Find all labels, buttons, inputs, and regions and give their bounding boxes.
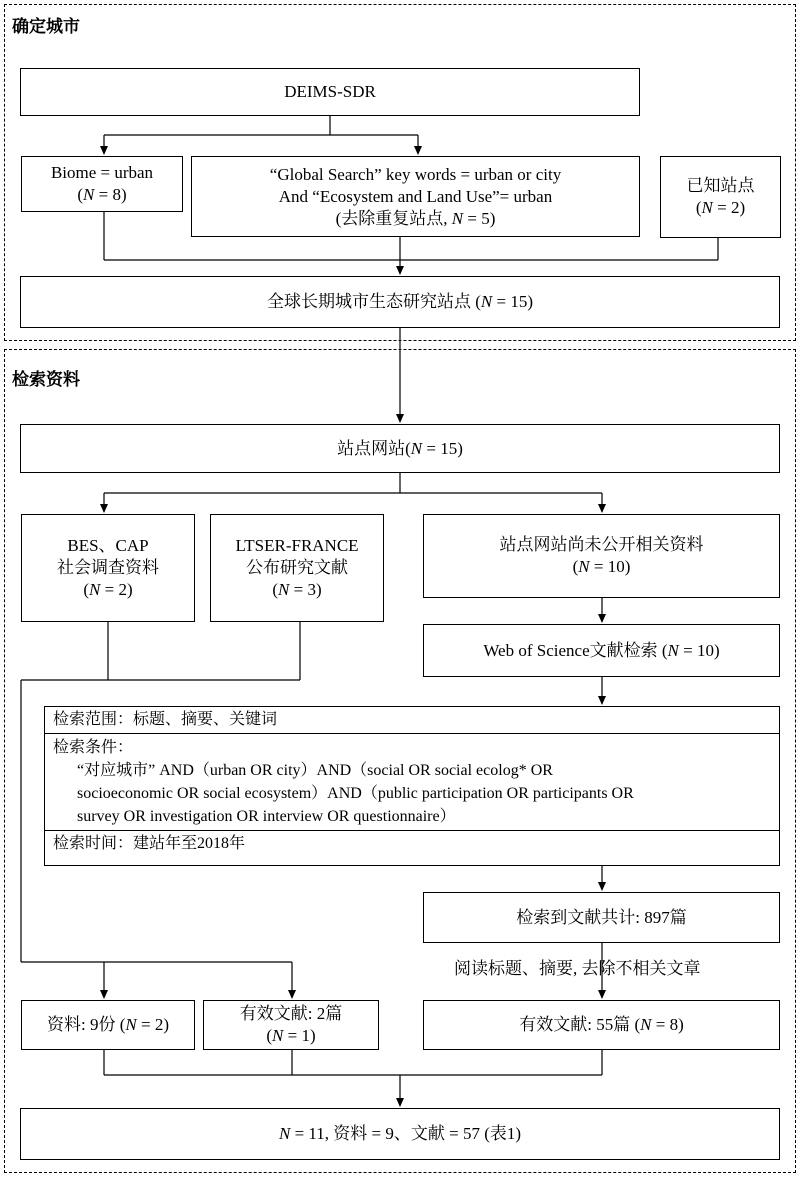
- search-conditions-line2: socioeconomic OR social ecosystem）AND（public participation OR participants OR: [77, 785, 634, 802]
- valid2-label: 有效文献: 2篇: [239, 1004, 343, 1023]
- wos-label: Web of Science文献检索 (N = 10): [483, 640, 720, 660]
- site-web-label: 站点网站(N = 15): [337, 438, 463, 458]
- ltser-count: (N = 3): [272, 580, 322, 599]
- biome-box: [21, 156, 183, 212]
- deims-sdr-label: DEIMS-SDR: [284, 82, 376, 101]
- search-conditions: [45, 733, 779, 830]
- bes-cap-box: [21, 514, 195, 622]
- filter-label: 阅读标题、摘要, 去除不相关文章: [454, 959, 701, 978]
- global-sites-box: [20, 276, 780, 328]
- deims-sdr-box: [20, 68, 640, 116]
- known-sites-label: 已知站点: [686, 176, 755, 195]
- total-label: 检索到文献共计: 897篇: [516, 907, 687, 927]
- final-label: N = 11, 资料 = 9、文献 = 57 (表1): [278, 1124, 522, 1143]
- known-sites-box: [660, 156, 781, 238]
- bes-cap-line2: 社会调查资料: [57, 558, 159, 577]
- known-sites-count: (N = 2): [695, 198, 746, 217]
- valid2-box: [203, 1000, 379, 1050]
- bes-cap-count: (N = 2): [83, 580, 133, 599]
- section-title-retrieve: 检索资料: [12, 370, 80, 390]
- total-box: [423, 892, 780, 943]
- global-search-line1: “Global Search” key words = urban or city: [269, 164, 562, 184]
- bes-cap-line1: BES、CAP: [67, 536, 149, 555]
- biome-count: (N = 8): [77, 185, 127, 204]
- valid2-count: (N = 1): [266, 1026, 316, 1045]
- not-public-count: (N = 10): [572, 557, 631, 576]
- search-time: 检索时间：建站年至2018年: [45, 830, 779, 857]
- search-criteria-box: [44, 706, 780, 866]
- search-conditions-line3: survey OR investigation OR interview OR questionnaire）: [77, 808, 456, 825]
- site-web-box: [20, 424, 780, 473]
- search-conditions-title: 检索条件：: [53, 739, 134, 756]
- search-scope: 检索范围：标题、摘要、关键词: [53, 711, 278, 728]
- ltser-line1: LTSER-FRANCE: [235, 536, 359, 555]
- data9-label: 资料: 9份 (N = 2): [47, 1015, 169, 1034]
- data9-box: [21, 1000, 195, 1050]
- search-conditions-line1: “对应城市” AND（urban OR city）AND（social OR social ecolog* OR: [77, 762, 553, 779]
- valid55-label: 有效文献: 55篇 (N = 8): [519, 1015, 684, 1034]
- final-box: [20, 1108, 780, 1160]
- not-public-label: 站点网站尚未公开相关资料: [499, 535, 704, 554]
- global-search-line3: (去除重复站点, N = 5): [335, 208, 496, 228]
- global-search-line2: And “Ecosystem and Land Use”= urban: [278, 186, 553, 206]
- not-public-box: [423, 514, 780, 598]
- global-sites-label: 全球长期城市生态研究站点 (N = 15): [266, 292, 533, 311]
- biome-label: Biome = urban: [50, 163, 154, 182]
- section-title-determine-city: 确定城市: [12, 17, 80, 37]
- ltser-box: [210, 514, 384, 622]
- global-search-box: [191, 156, 640, 237]
- valid55-box: [423, 1000, 780, 1050]
- wos-box: [423, 624, 780, 677]
- ltser-line2: 公布研究文献: [246, 558, 348, 577]
